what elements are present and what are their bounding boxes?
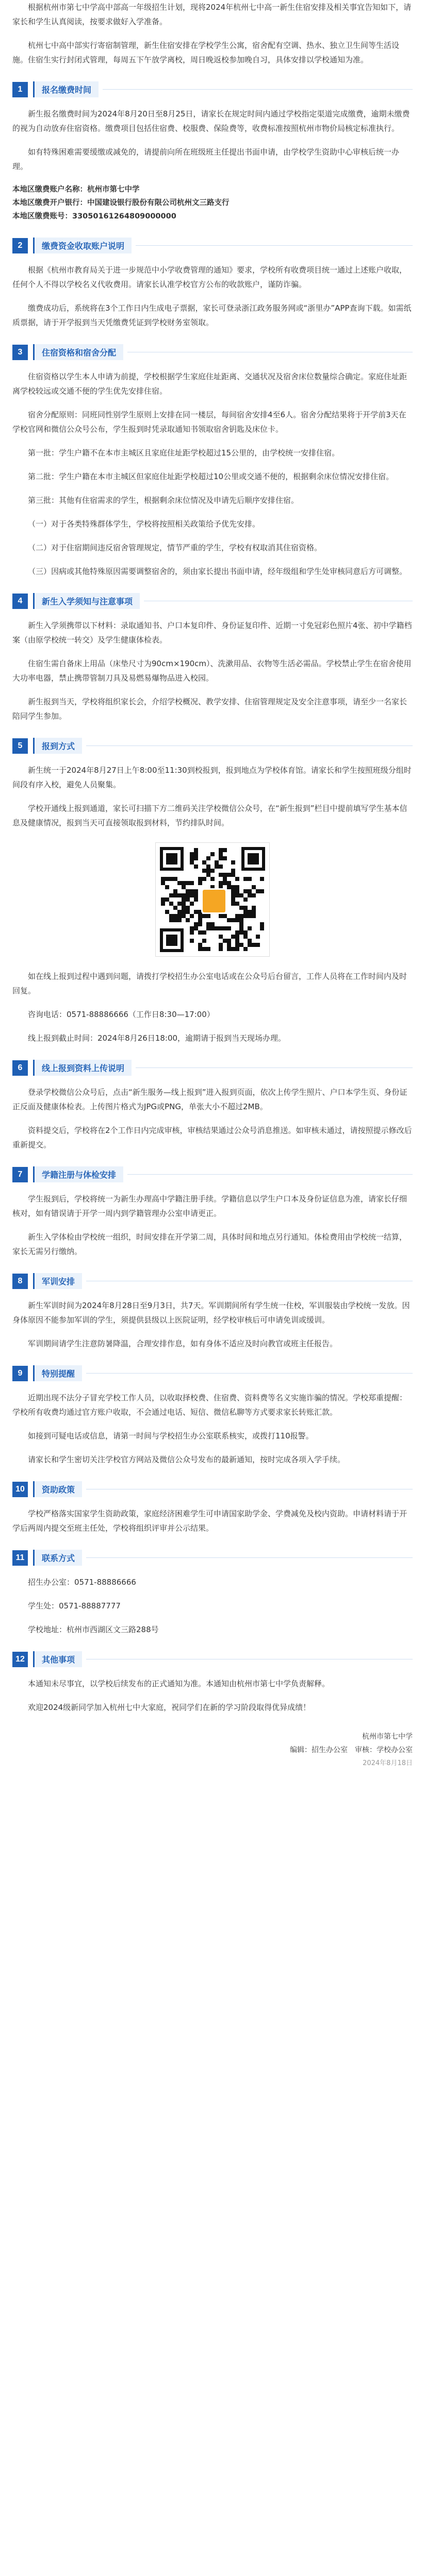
section-heading (12, 1481, 413, 1497)
paragraph: 学校地址：杭州市西湖区文三路288号 (28, 1625, 159, 1634)
section-divider (86, 745, 413, 746)
section-divider (127, 1174, 413, 1175)
paragraph: （三）因病或其他特殊原因需要调整宿舍的，须由家长提出书面申请，经年级组和学生处审核同意后方可调整。 (28, 567, 407, 576)
paragraph: 新生入学体检由学校统一组织，时间安排在开学第二周，具体时间和地点另行通知。体检费用由学校统一结算，家长无需另行缴纳。 (12, 1232, 407, 1256)
section-number: 11 (12, 1550, 28, 1566)
school-logo-icon (201, 888, 227, 914)
paragraph: （二）对于住宿期间违反宿舍管理规定，情节严重的学生，学校有权取消其住宿资格。 (28, 543, 322, 552)
paragraph: 学校严格落实国家学生资助政策，家庭经济困难学生可申请国家助学金、学费减免及校内资助。申请材料请于开学后两周内提交至班主任处，学校将组织评审并公示结果。 (12, 1509, 407, 1533)
paragraph: 资料提交后，学校将在2个工作日内完成审核，审核结果通过公众号消息推送。如审核未通过，请按照提示修改后重新提交。 (12, 1126, 412, 1149)
paragraph: 缴费成功后，系统将在3个工作日内生成电子票据，家长可登录浙江政务服务网或“浙里办”APP查询下载。如需纸质票据，请于开学报到当天凭缴费凭证到学校财务室领取。 (12, 303, 412, 327)
section-heading (12, 593, 413, 609)
paragraph: 学校开通线上报到通道，家长可扫描下方二维码关注学校微信公众号，在“新生报到”栏目中提前填写学生基本信息及健康情况，报到当天可直接领取报到材料，节约排队时间。 (12, 804, 407, 827)
section-divider (136, 1067, 413, 1068)
section-title: 特别提醒 (33, 1365, 82, 1381)
section-divider (86, 1373, 413, 1374)
section-heading (12, 344, 413, 360)
section-heading (12, 1651, 413, 1667)
section-number: 5 (12, 738, 28, 754)
section-heading (12, 81, 413, 97)
paragraph: 招生办公室：0571-88886666 (28, 1578, 136, 1587)
section-divider (103, 89, 413, 90)
footer-date: 2024年8月18日 (363, 1759, 413, 1767)
section-title: 报到方式 (33, 738, 82, 754)
footer-editor: 编辑：招生办公室 审核：学校办公室 (290, 1746, 413, 1754)
section-number: 9 (12, 1366, 28, 1381)
section-number: 10 (12, 1482, 28, 1497)
paragraph: 根据《杭州市教育局关于进一步规范中小学收费管理的通知》要求，学校所有收费项目统一通过上述账户收取，任何个人不得以学校名义代收费用。请家长认准学校官方公布的收款账户，谨防诈骗。 (12, 265, 407, 289)
paragraph: 近期出现不法分子冒充学校工作人员，以收取择校费、住宿费、资料费等名义实施诈骗的情况。学校郑重提醒：学校所有收费均通过官方账户收取，不会通过电话、短信、微信私聊等方式要求家长转账汇款。 (12, 1393, 407, 1417)
section-title: 报名缴费时间 (33, 81, 99, 97)
paragraph: 住宿生需自备床上用品（床垫尺寸为90cm×190cm）、洗漱用品、衣物等生活必需品。学校禁止学生在宿舍使用大功率电器，禁止携带管制刀具及易燃易爆物品进入校园。 (12, 659, 412, 683)
paragraph: 新生报到当天，学校将组织家长会，介绍学校概况、教学安排、住宿管理规定及安全注意事项，请至少一名家长陪同学生参加。 (12, 697, 407, 721)
paragraph: 如有特殊困难需要缓缴或减免的，请提前向所在班级班主任提出书面申请，由学校学生资助中心审核后统一办理。 (12, 147, 400, 171)
section-number: 12 (12, 1652, 28, 1667)
section-heading (12, 1060, 413, 1076)
section-title: 联系方式 (33, 1550, 82, 1566)
section-number: 8 (12, 1274, 28, 1289)
section-heading (12, 1166, 413, 1182)
paragraph: 咨询电话：0571-88886666（工作日8:30—17:00） (28, 1010, 215, 1019)
paragraph: 线上报到截止时间：2024年8月26日18:00，逾期请于报到当天现场办理。 (28, 1033, 286, 1043)
section-divider (86, 1557, 413, 1558)
section-title: 新生入学须知与注意事项 (33, 593, 140, 609)
section-title: 学籍注册与体检安排 (33, 1166, 123, 1182)
section-title: 其他事项 (33, 1651, 82, 1667)
paragraph: 军训期间请学生注意防暑降温，合理安排作息，如有身体不适应及时向教官或班主任报告。 (28, 1339, 338, 1348)
paragraph: 第一批：学生户籍不在本市主城区且家庭住址距学校超过15公里的，由学校统一安排住宿。 (28, 448, 340, 457)
section-title: 资助政策 (33, 1481, 82, 1497)
paragraph: 杭州七中高中部实行寄宿制管理，新生住宿安排在学校学生公寓，宿舍配有空调、热水、独立卫生间等生活设施。住宿生实行封闭式管理，每周五下午放学离校，周日晚返校参加晚自习，具体安排以学校通知为准。 (12, 41, 400, 64)
paragraph: （一）对于各类特殊群体学生，学校将按照相关政策给予优先安排。 (28, 519, 260, 529)
article-footer (12, 1730, 413, 1770)
paragraph: 新生军训时间为2024年8月28日至9月3日，共7天。军训期间所有学生统一住校，军训服装由学校统一发放。因身体原因不能参加军训的学生，须提供县级以上医院证明，经学校审核后可申请免训或缓训。 (12, 1301, 410, 1325)
paragraph: 新生入学须携带以下材料：录取通知书、户口本复印件、身份证复印件、近期一寸免冠彩色照片4张、初中学籍档案（由原学校统一转交）及学生健康体检表。 (12, 621, 412, 645)
account-line: 本地区缴费账户名称：杭州市第七中学 (12, 185, 140, 194)
section-number: 2 (12, 238, 28, 253)
section-title: 住宿资格和宿舍分配 (33, 344, 123, 360)
section-title: 缴费资金收取账户说明 (33, 238, 132, 253)
paragraph: 根据杭州市第七中学高中部高一年级招生计划，现将2024年杭州七中高一新生住宿安排及相关事宜告知如下，请家长和学生认真阅读，按要求做好入学准备。 (12, 3, 412, 26)
paragraph: 欢迎2024级新同学加入杭州七中大家庭，祝同学们在新的学习阶段取得优异成绩！ (28, 1703, 311, 1712)
payment-account-info (12, 183, 413, 223)
paragraph: 宿舍分配原则：同班同性别学生原则上安排在同一楼层，每间宿舍安排4至6人。宿舍分配结果将于开学前3天在学校官网和微信公众号公布，学生报到时凭录取通知书领取宿舍钥匙及床位卡。 (12, 410, 406, 434)
section-number: 4 (12, 594, 28, 609)
section-heading (12, 238, 413, 253)
section-number: 1 (12, 82, 28, 97)
paragraph: 如在线上报到过程中遇到问题，请拨打学校招生办公室电话或在公众号后台留言，工作人员将在工作时间内及时回复。 (12, 972, 407, 995)
section-number: 6 (12, 1060, 28, 1076)
paragraph: 学生处：0571-88887777 (28, 1601, 121, 1611)
paragraph: 新生报名缴费时间为2024年8月20日至8月25日，请家长在规定时间内通过学校指定渠道完成缴费，逾期未缴费的视为自动放弃住宿资格。缴费项目包括住宿费、校服费、保险费等，收费标准按照杭州市物价局核定标准执行。 (12, 109, 410, 133)
section-heading (12, 1365, 413, 1381)
paragraph: 住宿资格以学生本人申请为前提，学校根据学生家庭住址距离、交通状况及宿舍床位数量综合确定。家庭住址距离学校较远或交通不便的学生优先安排住宿。 (12, 372, 407, 396)
qr-code-container (12, 842, 413, 957)
footer-org: 杭州市第七中学 (362, 1733, 413, 1741)
paragraph: 本通知未尽事宜，以学校后续发布的正式通知为准。本通知由杭州市第七中学负责解释。 (28, 1679, 330, 1688)
paragraph: 请家长和学生密切关注学校官方网站及微信公众号发布的最新通知，按时完成各项入学手续。 (28, 1455, 346, 1464)
paragraph: 新生统一于2024年8月27日上午8:00至11:30到校报到，报到地点为学校体育馆。请家长和学生按照班级分组时间段有序入校，避免人员聚集。 (12, 766, 412, 789)
paragraph: 第二批：学生户籍在本市主城区但家庭住址距学校超过10公里或交通不便的，根据剩余床位情况安排住宿。 (28, 472, 394, 481)
section-number: 3 (12, 345, 28, 360)
article-content (12, 0, 413, 1770)
section-title: 线上报到资料上传说明 (33, 1060, 132, 1076)
section-heading (12, 1550, 413, 1566)
section-number: 7 (12, 1167, 28, 1182)
paragraph: 如接到可疑电话或信息，请第一时间与学校招生办公室联系核实，或拨打110报警。 (28, 1431, 314, 1440)
section-heading (12, 1273, 413, 1289)
section-divider (136, 245, 413, 246)
account-line: 本地区缴费开户银行：中国建设银行股份有限公司杭州文三路支行 (12, 199, 230, 207)
paragraph: 学生报到后，学校将统一为新生办理高中学籍注册手续。学籍信息以学生户口本及身份证信息为准，请家长仔细核对，如有错误请于开学一周内到学籍管理办公室申请更正。 (12, 1194, 407, 1218)
section-heading (12, 738, 413, 754)
account-line: 本地区缴费账号：33050161264809000000 (12, 212, 176, 221)
section-title: 军训安排 (33, 1273, 82, 1289)
paragraph: 第三批：其他有住宿需求的学生，根据剩余床位情况及申请先后顺序安排住宿。 (28, 496, 299, 505)
paragraph: 登录学校微信公众号后，点击“新生服务—线上报到”进入报到页面，依次上传学生照片、户口本学生页、身份证正反面及健康体检表。上传图片格式为JPG或PNG，单张大小不超过2MB。 (12, 1088, 407, 1111)
qr-code-icon[interactable] (155, 842, 270, 957)
